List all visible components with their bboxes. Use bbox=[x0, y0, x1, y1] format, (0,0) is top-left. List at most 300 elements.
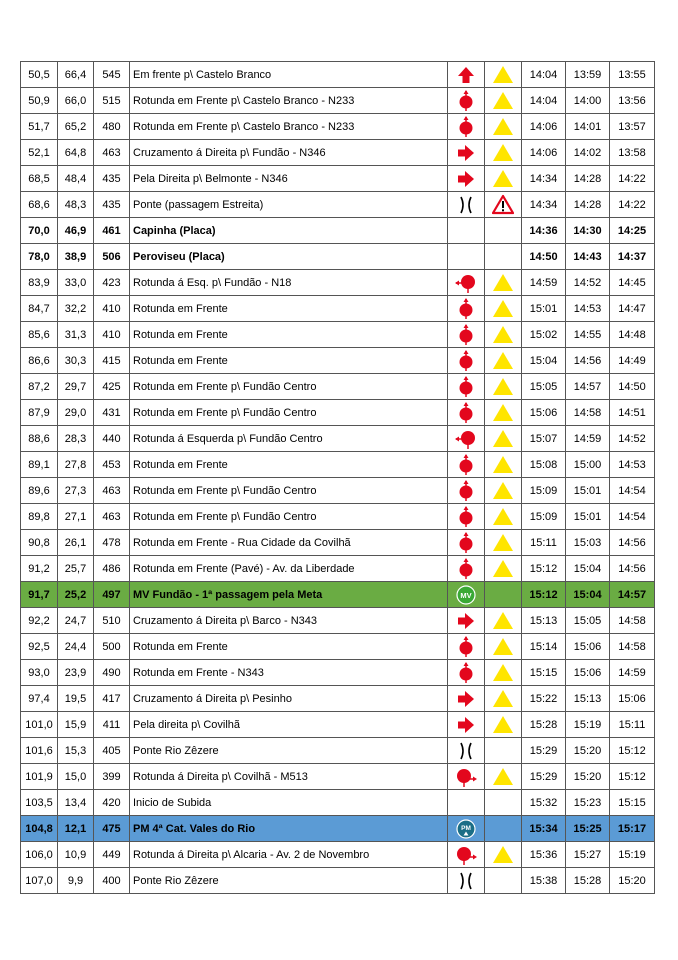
time-mid-cell: 15:01 bbox=[566, 478, 610, 504]
table-row bbox=[21, 556, 655, 582]
table-row bbox=[21, 504, 655, 530]
table-row bbox=[21, 218, 655, 244]
time-mid-cell: 15:28 bbox=[566, 868, 610, 894]
direction-icon-cell bbox=[448, 738, 485, 764]
time-slow-cell: 15:12 bbox=[610, 764, 655, 790]
svg-text:MV: MV bbox=[460, 590, 472, 600]
warning-icon-cell bbox=[485, 322, 522, 348]
altitude-cell: 453 bbox=[94, 452, 130, 478]
yellow-triangle-icon bbox=[492, 272, 514, 294]
altitude-cell: 410 bbox=[94, 296, 130, 322]
warning-icon-cell bbox=[485, 426, 522, 452]
table-row bbox=[21, 582, 655, 608]
direction-icon-cell bbox=[448, 764, 485, 790]
altitude-cell: 417 bbox=[94, 686, 130, 712]
table-row bbox=[21, 270, 655, 296]
direction-icon-cell bbox=[448, 712, 485, 738]
description-cell: Rotunda á Direita p\ Covilhã - M513 bbox=[130, 764, 448, 790]
direction-icon-cell bbox=[448, 348, 485, 374]
time-fast-cell: 15:12 bbox=[522, 582, 566, 608]
km-cell: 89,8 bbox=[21, 504, 58, 530]
time-mid-cell: 15:13 bbox=[566, 686, 610, 712]
mv-badge-icon bbox=[455, 584, 477, 606]
table-row bbox=[21, 478, 655, 504]
time-slow-cell: 13:56 bbox=[610, 88, 655, 114]
altitude-cell: 510 bbox=[94, 608, 130, 634]
km-cell: 106,0 bbox=[21, 842, 58, 868]
time-mid-cell: 14:52 bbox=[566, 270, 610, 296]
warning-icon-cell bbox=[485, 114, 522, 140]
yellow-triangle-icon bbox=[492, 506, 514, 528]
roadbook-table bbox=[20, 61, 655, 894]
time-mid-cell: 14:58 bbox=[566, 400, 610, 426]
time-mid-cell: 14:59 bbox=[566, 426, 610, 452]
direction-icon-cell bbox=[448, 582, 485, 608]
yellow-triangle-icon bbox=[492, 402, 514, 424]
direction-icon-cell bbox=[448, 244, 485, 270]
table-row bbox=[21, 868, 655, 894]
table-row bbox=[21, 166, 655, 192]
arrow-right-icon bbox=[455, 610, 477, 632]
warning-icon-cell bbox=[485, 842, 522, 868]
altitude-cell: 480 bbox=[94, 114, 130, 140]
time-fast-cell: 15:28 bbox=[522, 712, 566, 738]
description-cell: Cruzamento á Direita p\ Fundão - N346 bbox=[130, 140, 448, 166]
time-slow-cell: 13:58 bbox=[610, 140, 655, 166]
table-row bbox=[21, 426, 655, 452]
km-cell: 89,1 bbox=[21, 452, 58, 478]
description-cell: Rotunda á Esquerda p\ Fundão Centro bbox=[130, 426, 448, 452]
description-cell: Pela direita p\ Covilhã bbox=[130, 712, 448, 738]
km-remaining-cell: 27,3 bbox=[58, 478, 94, 504]
roundabout-straight-icon bbox=[455, 376, 477, 398]
altitude-cell: 475 bbox=[94, 816, 130, 842]
roundabout-straight-icon bbox=[455, 636, 477, 658]
warning-icon-cell bbox=[485, 868, 522, 894]
km-remaining-cell: 29,7 bbox=[58, 374, 94, 400]
yellow-triangle-icon bbox=[492, 844, 514, 866]
description-cell: Rotunda em Frente bbox=[130, 296, 448, 322]
time-fast-cell: 15:12 bbox=[522, 556, 566, 582]
time-fast-cell: 15:11 bbox=[522, 530, 566, 556]
roundabout-left-icon bbox=[455, 428, 477, 450]
time-mid-cell: 14:28 bbox=[566, 192, 610, 218]
km-remaining-cell: 29,0 bbox=[58, 400, 94, 426]
time-mid-cell: 14:53 bbox=[566, 296, 610, 322]
altitude-cell: 411 bbox=[94, 712, 130, 738]
description-cell: Cruzamento á Direita p\ Pesinho bbox=[130, 686, 448, 712]
time-slow-cell: 14:58 bbox=[610, 634, 655, 660]
time-fast-cell: 15:07 bbox=[522, 426, 566, 452]
time-slow-cell: 14:37 bbox=[610, 244, 655, 270]
yellow-triangle-icon bbox=[492, 64, 514, 86]
km-remaining-cell: 15,0 bbox=[58, 764, 94, 790]
km-cell: 91,2 bbox=[21, 556, 58, 582]
description-cell: Rotunda em Frente bbox=[130, 322, 448, 348]
altitude-cell: 410 bbox=[94, 322, 130, 348]
direction-icon-cell bbox=[448, 504, 485, 530]
time-slow-cell: 14:54 bbox=[610, 478, 655, 504]
km-remaining-cell: 25,7 bbox=[58, 556, 94, 582]
time-mid-cell: 14:56 bbox=[566, 348, 610, 374]
description-cell: Rotunda em Frente (Pavé) - Av. da Liberdade bbox=[130, 556, 448, 582]
roundabout-straight-icon bbox=[455, 480, 477, 502]
time-slow-cell: 14:51 bbox=[610, 400, 655, 426]
description-cell: Capinha (Placa) bbox=[130, 218, 448, 244]
arrow-right-icon bbox=[455, 142, 477, 164]
time-fast-cell: 15:34 bbox=[522, 816, 566, 842]
yellow-triangle-icon bbox=[492, 350, 514, 372]
time-fast-cell: 15:29 bbox=[522, 764, 566, 790]
table-row bbox=[21, 322, 655, 348]
km-cell: 91,7 bbox=[21, 582, 58, 608]
time-slow-cell: 14:56 bbox=[610, 556, 655, 582]
km-cell: 104,8 bbox=[21, 816, 58, 842]
time-slow-cell: 14:22 bbox=[610, 166, 655, 192]
time-mid-cell: 14:02 bbox=[566, 140, 610, 166]
km-remaining-cell: 65,2 bbox=[58, 114, 94, 140]
table-row bbox=[21, 452, 655, 478]
altitude-cell: 435 bbox=[94, 166, 130, 192]
roadbook-rows bbox=[21, 62, 655, 894]
time-fast-cell: 15:38 bbox=[522, 868, 566, 894]
time-mid-cell: 15:05 bbox=[566, 608, 610, 634]
altitude-cell: 545 bbox=[94, 62, 130, 88]
km-remaining-cell: 48,4 bbox=[58, 166, 94, 192]
direction-icon-cell bbox=[448, 634, 485, 660]
km-cell: 68,6 bbox=[21, 192, 58, 218]
description-cell: Ponte (passagem Estreita) bbox=[130, 192, 448, 218]
time-mid-cell: 13:59 bbox=[566, 62, 610, 88]
altitude-cell: 435 bbox=[94, 192, 130, 218]
time-fast-cell: 15:22 bbox=[522, 686, 566, 712]
roundabout-straight-icon bbox=[455, 298, 477, 320]
km-remaining-cell: 25,2 bbox=[58, 582, 94, 608]
time-mid-cell: 15:06 bbox=[566, 660, 610, 686]
altitude-cell: 423 bbox=[94, 270, 130, 296]
warning-icon-cell bbox=[485, 504, 522, 530]
table-row bbox=[21, 244, 655, 270]
km-remaining-cell: 66,4 bbox=[58, 62, 94, 88]
time-mid-cell: 15:00 bbox=[566, 452, 610, 478]
time-mid-cell: 14:28 bbox=[566, 166, 610, 192]
km-remaining-cell: 24,7 bbox=[58, 608, 94, 634]
km-cell: 87,2 bbox=[21, 374, 58, 400]
time-fast-cell: 14:50 bbox=[522, 244, 566, 270]
direction-icon-cell bbox=[448, 868, 485, 894]
km-remaining-cell: 15,9 bbox=[58, 712, 94, 738]
km-cell: 101,0 bbox=[21, 712, 58, 738]
km-remaining-cell: 24,4 bbox=[58, 634, 94, 660]
km-cell: 92,2 bbox=[21, 608, 58, 634]
warning-icon-cell bbox=[485, 296, 522, 322]
direction-icon-cell bbox=[448, 400, 485, 426]
altitude-cell: 425 bbox=[94, 374, 130, 400]
warning-icon-cell bbox=[485, 88, 522, 114]
km-cell: 83,9 bbox=[21, 270, 58, 296]
km-cell: 86,6 bbox=[21, 348, 58, 374]
direction-icon-cell bbox=[448, 88, 485, 114]
description-cell: Peroviseu (Placa) bbox=[130, 244, 448, 270]
altitude-cell: 449 bbox=[94, 842, 130, 868]
table-row bbox=[21, 842, 655, 868]
time-fast-cell: 15:09 bbox=[522, 504, 566, 530]
description-cell: Rotunda em Frente p\ Fundão Centro bbox=[130, 374, 448, 400]
km-remaining-cell: 32,2 bbox=[58, 296, 94, 322]
yellow-triangle-icon bbox=[492, 714, 514, 736]
yellow-triangle-icon bbox=[492, 454, 514, 476]
direction-icon-cell bbox=[448, 140, 485, 166]
direction-icon-cell bbox=[448, 452, 485, 478]
description-cell: Rotunda á Esq. p\ Fundão - N18 bbox=[130, 270, 448, 296]
warning-icon-cell bbox=[485, 452, 522, 478]
time-slow-cell: 13:55 bbox=[610, 62, 655, 88]
description-cell: Rotunda em Frente p\ Fundão Centro bbox=[130, 400, 448, 426]
km-remaining-cell: 10,9 bbox=[58, 842, 94, 868]
km-remaining-cell: 13,4 bbox=[58, 790, 94, 816]
time-slow-cell: 15:17 bbox=[610, 816, 655, 842]
description-cell: Rotunda á Direita p\ Alcaria - Av. 2 de Novembro bbox=[130, 842, 448, 868]
time-mid-cell: 15:06 bbox=[566, 634, 610, 660]
roundabout-right-icon bbox=[455, 766, 477, 788]
warning-icon-cell bbox=[485, 582, 522, 608]
time-fast-cell: 15:08 bbox=[522, 452, 566, 478]
time-slow-cell: 14:22 bbox=[610, 192, 655, 218]
yellow-triangle-icon bbox=[492, 116, 514, 138]
km-cell: 93,0 bbox=[21, 660, 58, 686]
yellow-triangle-icon bbox=[492, 324, 514, 346]
km-cell: 87,9 bbox=[21, 400, 58, 426]
warning-icon-cell bbox=[485, 244, 522, 270]
direction-icon-cell bbox=[448, 478, 485, 504]
km-remaining-cell: 30,3 bbox=[58, 348, 94, 374]
time-fast-cell: 15:32 bbox=[522, 790, 566, 816]
time-mid-cell: 14:30 bbox=[566, 218, 610, 244]
description-cell: Ponte Rio Zêzere bbox=[130, 738, 448, 764]
time-slow-cell: 14:45 bbox=[610, 270, 655, 296]
table-row bbox=[21, 62, 655, 88]
table-row bbox=[21, 140, 655, 166]
km-cell: 50,5 bbox=[21, 62, 58, 88]
direction-icon-cell bbox=[448, 530, 485, 556]
time-mid-cell: 14:00 bbox=[566, 88, 610, 114]
time-slow-cell: 15:12 bbox=[610, 738, 655, 764]
roundabout-straight-icon bbox=[455, 116, 477, 138]
table-row bbox=[21, 296, 655, 322]
km-remaining-cell: 33,0 bbox=[58, 270, 94, 296]
yellow-triangle-icon bbox=[492, 428, 514, 450]
warning-icon-cell bbox=[485, 270, 522, 296]
table-row bbox=[21, 400, 655, 426]
table-row bbox=[21, 712, 655, 738]
time-fast-cell: 15:15 bbox=[522, 660, 566, 686]
warning-icon-cell bbox=[485, 400, 522, 426]
yellow-triangle-icon bbox=[492, 168, 514, 190]
km-cell: 52,1 bbox=[21, 140, 58, 166]
warning-icon-cell bbox=[485, 686, 522, 712]
description-cell: Inicio de Subida bbox=[130, 790, 448, 816]
direction-icon-cell bbox=[448, 556, 485, 582]
direction-icon-cell bbox=[448, 816, 485, 842]
time-mid-cell: 15:25 bbox=[566, 816, 610, 842]
km-remaining-cell: 26,1 bbox=[58, 530, 94, 556]
roundabout-right-icon bbox=[455, 844, 477, 866]
description-cell: Rotunda em Frente p\ Castelo Branco - N233 bbox=[130, 114, 448, 140]
direction-icon-cell bbox=[448, 218, 485, 244]
time-slow-cell: 14:59 bbox=[610, 660, 655, 686]
roundabout-straight-icon bbox=[455, 402, 477, 424]
time-fast-cell: 14:34 bbox=[522, 192, 566, 218]
time-fast-cell: 14:04 bbox=[522, 62, 566, 88]
altitude-cell: 431 bbox=[94, 400, 130, 426]
km-remaining-cell: 66,0 bbox=[58, 88, 94, 114]
table-row bbox=[21, 348, 655, 374]
altitude-cell: 515 bbox=[94, 88, 130, 114]
warning-icon-cell bbox=[485, 140, 522, 166]
danger-triangle-icon bbox=[492, 194, 514, 216]
yellow-triangle-icon bbox=[492, 636, 514, 658]
warning-icon-cell bbox=[485, 478, 522, 504]
yellow-triangle-icon bbox=[492, 142, 514, 164]
time-fast-cell: 15:09 bbox=[522, 478, 566, 504]
description-cell: Cruzamento á Direita p\ Barco - N343 bbox=[130, 608, 448, 634]
km-cell: 90,8 bbox=[21, 530, 58, 556]
time-mid-cell: 15:27 bbox=[566, 842, 610, 868]
time-slow-cell: 15:20 bbox=[610, 868, 655, 894]
time-mid-cell: 15:20 bbox=[566, 764, 610, 790]
km-remaining-cell: 64,8 bbox=[58, 140, 94, 166]
time-slow-cell: 14:50 bbox=[610, 374, 655, 400]
roundabout-straight-icon bbox=[455, 662, 477, 684]
altitude-cell: 400 bbox=[94, 868, 130, 894]
km-cell: 97,4 bbox=[21, 686, 58, 712]
altitude-cell: 415 bbox=[94, 348, 130, 374]
description-cell: Rotunda em Frente - N343 bbox=[130, 660, 448, 686]
svg-text:PM: PM bbox=[461, 824, 471, 832]
arrow-right-icon bbox=[455, 688, 477, 710]
time-slow-cell: 14:47 bbox=[610, 296, 655, 322]
warning-icon-cell bbox=[485, 764, 522, 790]
yellow-triangle-icon bbox=[492, 376, 514, 398]
km-remaining-cell: 15,3 bbox=[58, 738, 94, 764]
time-slow-cell: 14:53 bbox=[610, 452, 655, 478]
altitude-cell: 405 bbox=[94, 738, 130, 764]
time-slow-cell: 14:54 bbox=[610, 504, 655, 530]
km-remaining-cell: 46,9 bbox=[58, 218, 94, 244]
roundabout-straight-icon bbox=[455, 532, 477, 554]
km-cell: 50,9 bbox=[21, 88, 58, 114]
altitude-cell: 506 bbox=[94, 244, 130, 270]
warning-icon-cell bbox=[485, 608, 522, 634]
time-slow-cell: 15:11 bbox=[610, 712, 655, 738]
direction-icon-cell bbox=[448, 686, 485, 712]
warning-icon-cell bbox=[485, 348, 522, 374]
altitude-cell: 463 bbox=[94, 140, 130, 166]
description-cell: MV Fundão - 1ª passagem pela Meta bbox=[130, 582, 448, 608]
time-slow-cell: 13:57 bbox=[610, 114, 655, 140]
time-mid-cell: 14:55 bbox=[566, 322, 610, 348]
km-remaining-cell: 28,3 bbox=[58, 426, 94, 452]
time-fast-cell: 15:36 bbox=[522, 842, 566, 868]
time-mid-cell: 15:01 bbox=[566, 504, 610, 530]
yellow-triangle-icon bbox=[492, 662, 514, 684]
altitude-cell: 399 bbox=[94, 764, 130, 790]
table-row bbox=[21, 660, 655, 686]
table-row bbox=[21, 816, 655, 842]
time-slow-cell: 14:25 bbox=[610, 218, 655, 244]
warning-icon-cell bbox=[485, 660, 522, 686]
altitude-cell: 463 bbox=[94, 478, 130, 504]
direction-icon-cell bbox=[448, 374, 485, 400]
warning-icon-cell bbox=[485, 816, 522, 842]
time-fast-cell: 15:06 bbox=[522, 400, 566, 426]
table-row bbox=[21, 738, 655, 764]
warning-icon-cell bbox=[485, 218, 522, 244]
time-fast-cell: 15:04 bbox=[522, 348, 566, 374]
altitude-cell: 478 bbox=[94, 530, 130, 556]
direction-icon-cell bbox=[448, 270, 485, 296]
table-row bbox=[21, 634, 655, 660]
km-cell: 68,5 bbox=[21, 166, 58, 192]
km-cell: 70,0 bbox=[21, 218, 58, 244]
table-row bbox=[21, 686, 655, 712]
yellow-triangle-icon bbox=[492, 90, 514, 112]
time-fast-cell: 15:05 bbox=[522, 374, 566, 400]
km-cell: 85,6 bbox=[21, 322, 58, 348]
warning-icon-cell bbox=[485, 62, 522, 88]
km-cell: 88,6 bbox=[21, 426, 58, 452]
description-cell: Pela Direita p\ Belmonte - N346 bbox=[130, 166, 448, 192]
direction-icon-cell bbox=[448, 114, 485, 140]
direction-icon-cell bbox=[448, 660, 485, 686]
time-slow-cell: 14:56 bbox=[610, 530, 655, 556]
time-fast-cell: 14:34 bbox=[522, 166, 566, 192]
altitude-cell: 500 bbox=[94, 634, 130, 660]
altitude-cell: 497 bbox=[94, 582, 130, 608]
km-cell: 107,0 bbox=[21, 868, 58, 894]
time-slow-cell: 14:58 bbox=[610, 608, 655, 634]
warning-icon-cell bbox=[485, 530, 522, 556]
km-remaining-cell: 31,3 bbox=[58, 322, 94, 348]
km-remaining-cell: 48,3 bbox=[58, 192, 94, 218]
time-mid-cell: 15:23 bbox=[566, 790, 610, 816]
time-fast-cell: 15:29 bbox=[522, 738, 566, 764]
description-cell: Rotunda em Frente bbox=[130, 634, 448, 660]
time-slow-cell: 14:52 bbox=[610, 426, 655, 452]
direction-icon-cell bbox=[448, 296, 485, 322]
time-fast-cell: 15:13 bbox=[522, 608, 566, 634]
km-cell: 92,5 bbox=[21, 634, 58, 660]
altitude-cell: 463 bbox=[94, 504, 130, 530]
km-remaining-cell: 27,8 bbox=[58, 452, 94, 478]
description-cell: Ponte Rio Zêzere bbox=[130, 868, 448, 894]
time-fast-cell: 15:01 bbox=[522, 296, 566, 322]
direction-icon-cell bbox=[448, 790, 485, 816]
yellow-triangle-icon bbox=[492, 766, 514, 788]
description-cell: Rotunda em Frente p\ Fundão Centro bbox=[130, 504, 448, 530]
description-cell: Rotunda em Frente p\ Fundão Centro bbox=[130, 478, 448, 504]
yellow-triangle-icon bbox=[492, 298, 514, 320]
km-cell: 78,0 bbox=[21, 244, 58, 270]
arrow-right-icon bbox=[455, 168, 477, 190]
km-cell: 101,9 bbox=[21, 764, 58, 790]
direction-icon-cell bbox=[448, 192, 485, 218]
direction-icon-cell bbox=[448, 166, 485, 192]
roundabout-straight-icon bbox=[455, 558, 477, 580]
warning-icon-cell bbox=[485, 712, 522, 738]
roundabout-straight-icon bbox=[455, 350, 477, 372]
time-mid-cell: 15:20 bbox=[566, 738, 610, 764]
